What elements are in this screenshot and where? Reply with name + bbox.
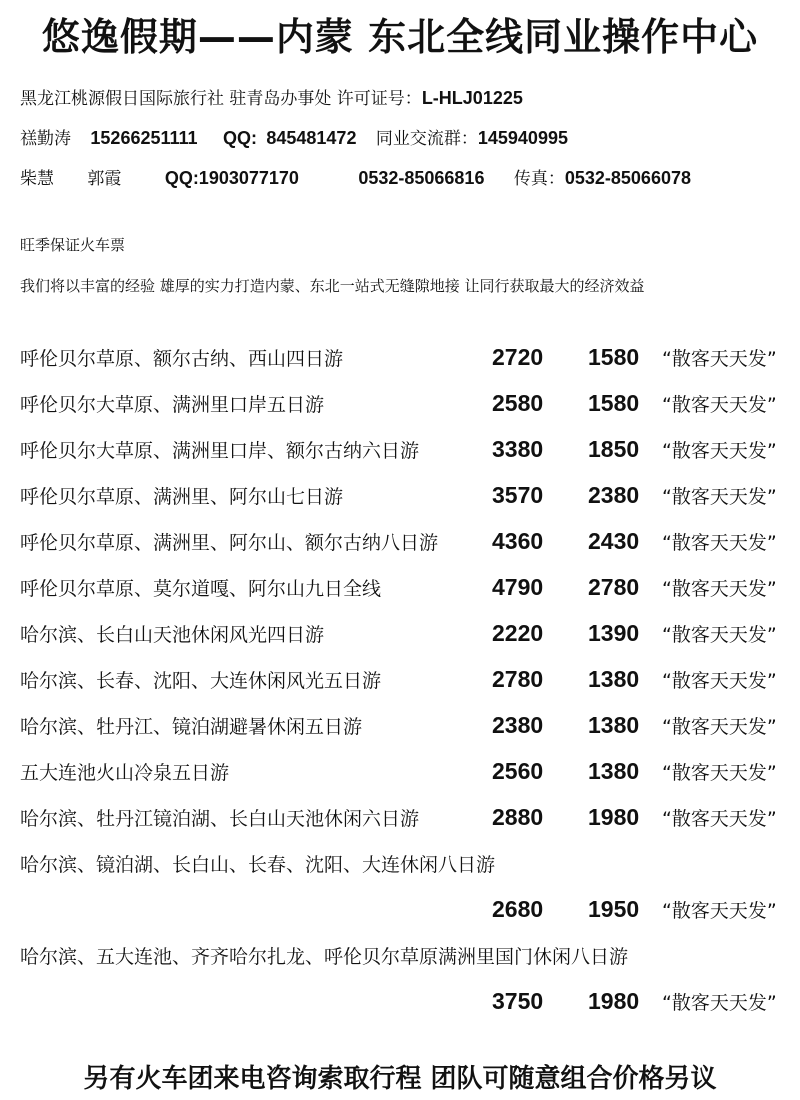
contact-phone: 15266251111	[90, 128, 198, 148]
qq-label: QQ:	[222, 128, 257, 148]
tour-departure-note: “散客天天发”	[662, 440, 777, 462]
tour-price-1: 3570	[492, 482, 544, 508]
tour-price-2: 1980	[588, 804, 640, 830]
tour-price-2: 1380	[588, 666, 640, 692]
tour-departure-note: “散客天天发”	[662, 624, 777, 646]
tour-departure-note: “散客天天发”	[662, 670, 777, 692]
tour-price-2: 2430	[588, 528, 640, 554]
tour-departure-note: “散客天天发”	[662, 394, 777, 416]
tour-name: 呼伦贝尔草原、满洲里、阿尔山七日游	[20, 486, 344, 508]
contact-qq: 845481472	[266, 128, 357, 148]
tour-row	[0, 390, 800, 426]
fax-number: 0532-85066078	[564, 168, 691, 188]
tour-price-2: 1380	[588, 712, 640, 738]
train-ticket-notice: 旺季保证火车票	[20, 236, 126, 254]
contact-person-1: 柴慧	[20, 169, 54, 189]
agency-line	[20, 84, 523, 109]
tour-departure-note: “散客天天发”	[662, 808, 777, 830]
contact-person: 禚勤涛	[20, 129, 71, 149]
tour-departure-note: “散客天天发”	[662, 532, 777, 554]
tour-price-2: 1380	[588, 758, 640, 784]
tour-price-2: 1390	[588, 620, 640, 646]
tour-row	[0, 942, 800, 978]
tour-row	[0, 344, 800, 380]
contact-qq: QQ:1903077170	[164, 168, 299, 188]
tour-price-1: 2720	[492, 344, 544, 370]
tour-departure-note: “散客天天发”	[662, 716, 777, 738]
tour-price-1: 4790	[492, 574, 544, 600]
tour-name: 哈尔滨、镜泊湖、长白山、长春、沈阳、大连休闲八日游	[20, 854, 496, 876]
tour-departure-note: “散客天天发”	[662, 762, 777, 784]
tour-price-1: 2880	[492, 804, 544, 830]
footer-note: 另有火车团来电咨询索取行程 团队可随意组合价格另议	[83, 1064, 717, 1094]
tour-departure-note: “散客天天发”	[662, 900, 777, 922]
tour-name: 五大连池火山冷泉五日游	[20, 762, 230, 784]
tour-departure-note: “散客天天发”	[662, 348, 777, 370]
tour-departure-note: “散客天天发”	[662, 992, 777, 1014]
tour-price-1: 2380	[492, 712, 544, 738]
tour-price-1: 2560	[492, 758, 544, 784]
tour-price-2: 1580	[588, 390, 640, 416]
contact-line-1	[20, 124, 568, 149]
tour-name: 哈尔滨、长春、沈阳、大连休闲风光五日游	[20, 670, 382, 692]
group-number: 145940995	[477, 128, 568, 148]
tour-name: 呼伦贝尔草原、额尔古纳、西山四日游	[20, 348, 344, 370]
tour-price-1: 2580	[492, 390, 544, 416]
agency-name: 黑龙江桃源假日国际旅行社 驻青岛办事处 许可证号：	[20, 89, 422, 109]
tour-name: 哈尔滨、牡丹江、镜泊湖避暑休闲五日游	[20, 716, 363, 738]
tour-row	[0, 574, 800, 610]
fax-label: 传真：	[513, 169, 565, 189]
tour-row	[0, 482, 800, 518]
tour-name: 哈尔滨、牡丹江镜泊湖、长白山天池休闲六日游	[20, 808, 420, 830]
tour-name: 呼伦贝尔草原、满洲里、阿尔山、额尔古纳八日游	[20, 532, 439, 554]
tour-name: 哈尔滨、长白山天池休闲风光四日游	[20, 624, 325, 646]
tour-departure-note: “散客天天发”	[662, 486, 777, 508]
contact-person-2: 郭霞	[87, 169, 122, 189]
tour-row	[0, 850, 800, 886]
slogan: 我们将以丰富的经验 雄厚的实力打造内蒙、东北一站式无缝隙地接 让同行获取最大的经济效益	[20, 277, 645, 295]
tour-price-2: 1980	[588, 988, 640, 1014]
tour-name: 呼伦贝尔大草原、满洲里口岸五日游	[20, 394, 325, 416]
tour-name: 呼伦贝尔大草原、满洲里口岸、额尔古纳六日游	[20, 440, 420, 462]
contact-phone: 0532-85066816	[358, 168, 485, 188]
tour-price-2: 2380	[588, 482, 640, 508]
tour-price-row	[0, 988, 800, 1024]
tour-price-1: 2780	[492, 666, 544, 692]
contact-line-2	[20, 164, 691, 189]
tour-departure-note: “散客天天发”	[662, 578, 777, 600]
tour-row	[0, 666, 800, 702]
tour-row	[0, 620, 800, 656]
tour-price-1: 3750	[492, 988, 544, 1014]
tour-row	[0, 436, 800, 472]
tour-price-2: 1950	[588, 896, 640, 922]
tour-row	[0, 804, 800, 840]
tour-name: 哈尔滨、五大连池、齐齐哈尔扎龙、呼伦贝尔草原满洲里国门休闲八日游	[20, 946, 629, 968]
license-number: L-HLJ01225	[421, 88, 523, 108]
tour-row	[0, 528, 800, 564]
tour-row	[0, 758, 800, 794]
tour-price-2: 2780	[588, 574, 640, 600]
tour-price-1: 2220	[492, 620, 544, 646]
tour-price-1: 2680	[492, 896, 544, 922]
tour-price-2: 1850	[588, 436, 640, 462]
tour-price-row	[0, 896, 800, 932]
tour-price-1: 3380	[492, 436, 544, 462]
group-label: 同业交流群：	[375, 129, 478, 149]
tour-name: 呼伦贝尔草原、莫尔道嘎、阿尔山九日全线	[20, 578, 382, 600]
tour-price-1: 4360	[492, 528, 544, 554]
tour-price-2: 1580	[588, 344, 640, 370]
tour-row	[0, 712, 800, 748]
page-title: 悠逸假期——内蒙 东北全线同业操作中心	[41, 15, 759, 59]
